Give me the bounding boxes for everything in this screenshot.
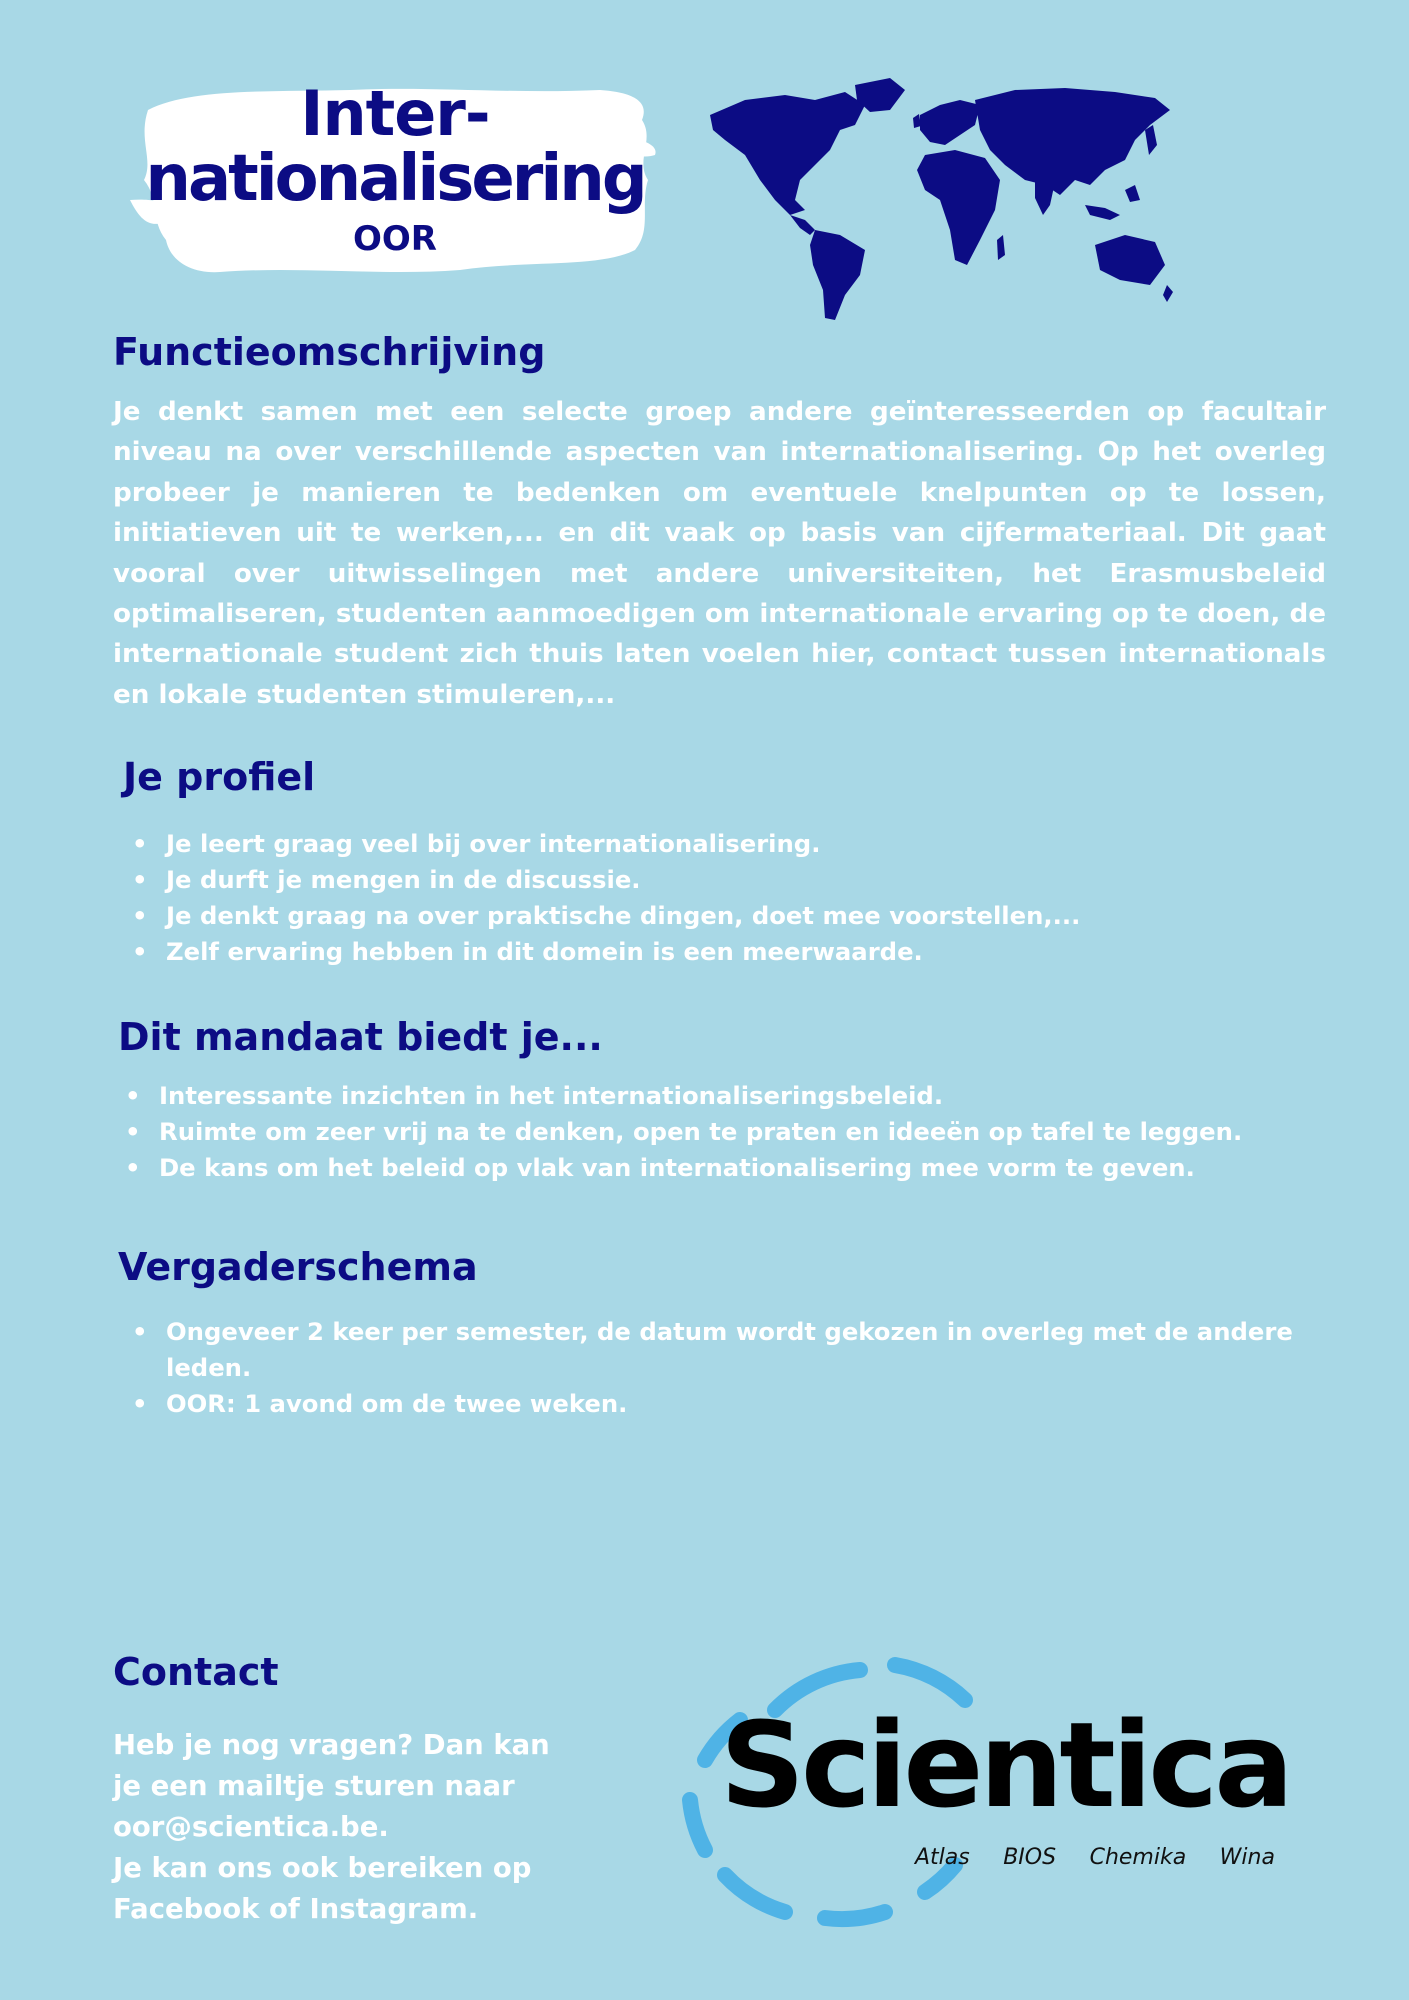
section-title-contact: Contact <box>113 1650 279 1694</box>
list-item: • Je leert graag veel bij over internationalisering. <box>128 826 1278 862</box>
member-chemika: Chemika <box>1089 1845 1187 1870</box>
section-title-profiel: Je profiel <box>123 755 316 799</box>
member-wina: Wina <box>1219 1845 1275 1870</box>
contact-email[interactable]: oor@scientica.be. <box>113 1811 389 1843</box>
vergader-list <box>128 1314 1328 1422</box>
list-item: • OOR: 1 avond om de twee weken. <box>128 1386 1328 1422</box>
list-item: • Ruimte om zeer vrij na te denken, open te praten en ideeën op tafel te leggen. <box>121 1114 1321 1150</box>
list-item: • Je denkt graag na over praktische dingen, doet mee voorstellen,... <box>128 898 1278 934</box>
list-item: • Ongeveer 2 keer per semester, de datum wordt gekozen in overleg met de andere leden. <box>128 1314 1328 1386</box>
list-item: • De kans om het beleid op vlak van internationalisering mee vorm te geven. <box>121 1150 1321 1186</box>
list-item: • Je durft je mengen in de discussie. <box>128 862 1278 898</box>
member-atlas: Atlas <box>915 1845 970 1870</box>
contact-line: je een mailtje sturen naar <box>113 1770 515 1802</box>
section-title-vergaderschema: Vergaderschema <box>118 1245 478 1289</box>
scientica-wordmark: Scientica <box>720 1696 1290 1834</box>
contact-text <box>113 1725 583 1930</box>
member-bios: BIOS <box>1003 1845 1057 1870</box>
logo-members <box>915 1845 1275 1870</box>
world-map-icon <box>705 70 1175 330</box>
header-title <box>140 77 650 262</box>
title-line-1: Inter- <box>300 77 490 150</box>
mandaat-list <box>121 1078 1321 1186</box>
title-subtitle: OOR <box>353 219 437 259</box>
profiel-list <box>128 826 1278 970</box>
list-item: • Zelf ervaring hebben in dit domein is een meerwaarde. <box>128 934 1278 970</box>
functie-description: Je denkt samen met een selecte groep andere geïnteresseerden op facultair niveau na over verschillende aspecten van internationalisering. Op het overleg probeer je manieren te bedenken om eventuele knelpunten op te lossen, initiatieven uit te werken,... en dit vaak op basis van cijfermateriaal. Dit gaat vooral over uitwisselingen met andere universiteiten, het Erasmusbeleid optimaliseren, studenten aanmoedigen om internationale ervaring op te doen, de internationale student zich thuis laten voelen hier, contact tussen internationals en lokale studenten stimuleren,... <box>113 397 1326 710</box>
section-title-mandaat: Dit mandaat biedt je... <box>118 1015 603 1059</box>
section-title-functieomschrijving: Functieomschrijving <box>113 330 546 374</box>
list-item: • Interessante inzichten in het internationaliseringsbeleid. <box>121 1078 1321 1114</box>
contact-line: Heb je nog vragen? Dan kan <box>113 1729 550 1761</box>
contact-line: Je kan ons ook bereiken op <box>113 1852 532 1884</box>
title-line-2: nationalisering <box>145 142 645 216</box>
contact-line: Facebook of Instagram. <box>113 1893 479 1925</box>
